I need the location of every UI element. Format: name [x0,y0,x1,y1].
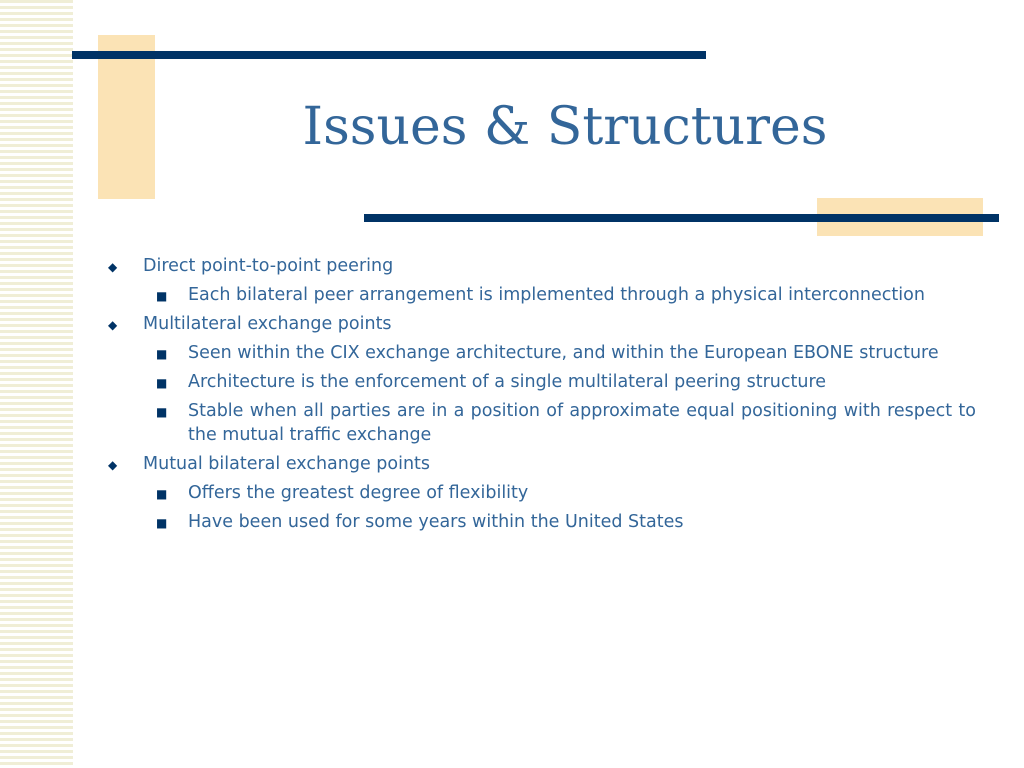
sub-bullet-item [100,481,976,505]
striped-margin-decoration [0,0,73,768]
bullet-item [100,254,976,278]
sub-bullet-item [100,341,976,365]
sub-bullet-item [100,283,976,307]
slide-title: Issues & Structures [302,97,828,157]
sub-bullet-item [100,510,976,534]
sub-bullet-text: Have been used for some years within the United States [188,512,684,532]
accent-block-top-left [98,35,155,199]
bullet-list [100,254,976,539]
sub-bullet-text: Architecture is the enforcement of a single multilateral peering structure [188,372,827,392]
square-bullet-icon: ■ [156,487,168,501]
square-bullet-icon: ■ [156,347,168,361]
bullet-item [100,452,976,476]
sub-bullet-text: Seen within the CIX exchange architecture, and within the European EBONE structure [188,343,939,363]
sub-bullet-text: Each bilateral peer arrangement is implemented through a physical interconnection [188,285,925,305]
bullet-item [100,312,976,336]
square-bullet-icon: ■ [156,405,168,419]
square-bullet-icon: ■ [156,376,168,390]
sub-bullet-item [100,399,976,447]
sub-bullet-text: Offers the greatest degree of flexibility [188,483,529,503]
sub-bullet-text: Stable when all parties are in a position of approximate equal positioning with respect to the mutual traffic exchange [188,401,976,445]
sub-bullet-item [100,370,976,394]
diamond-bullet-icon: ◆ [108,260,118,274]
bullet-text: Mutual bilateral exchange points [143,454,431,474]
title-rule-bottom [364,214,999,222]
square-bullet-icon: ■ [156,516,168,530]
diamond-bullet-icon: ◆ [108,318,118,332]
bullet-text: Multilateral exchange points [143,314,392,334]
diamond-bullet-icon: ◆ [108,458,118,472]
title-rule-top [72,51,706,59]
square-bullet-icon: ■ [156,289,168,303]
bullet-text: Direct point-to-point peering [143,256,394,276]
